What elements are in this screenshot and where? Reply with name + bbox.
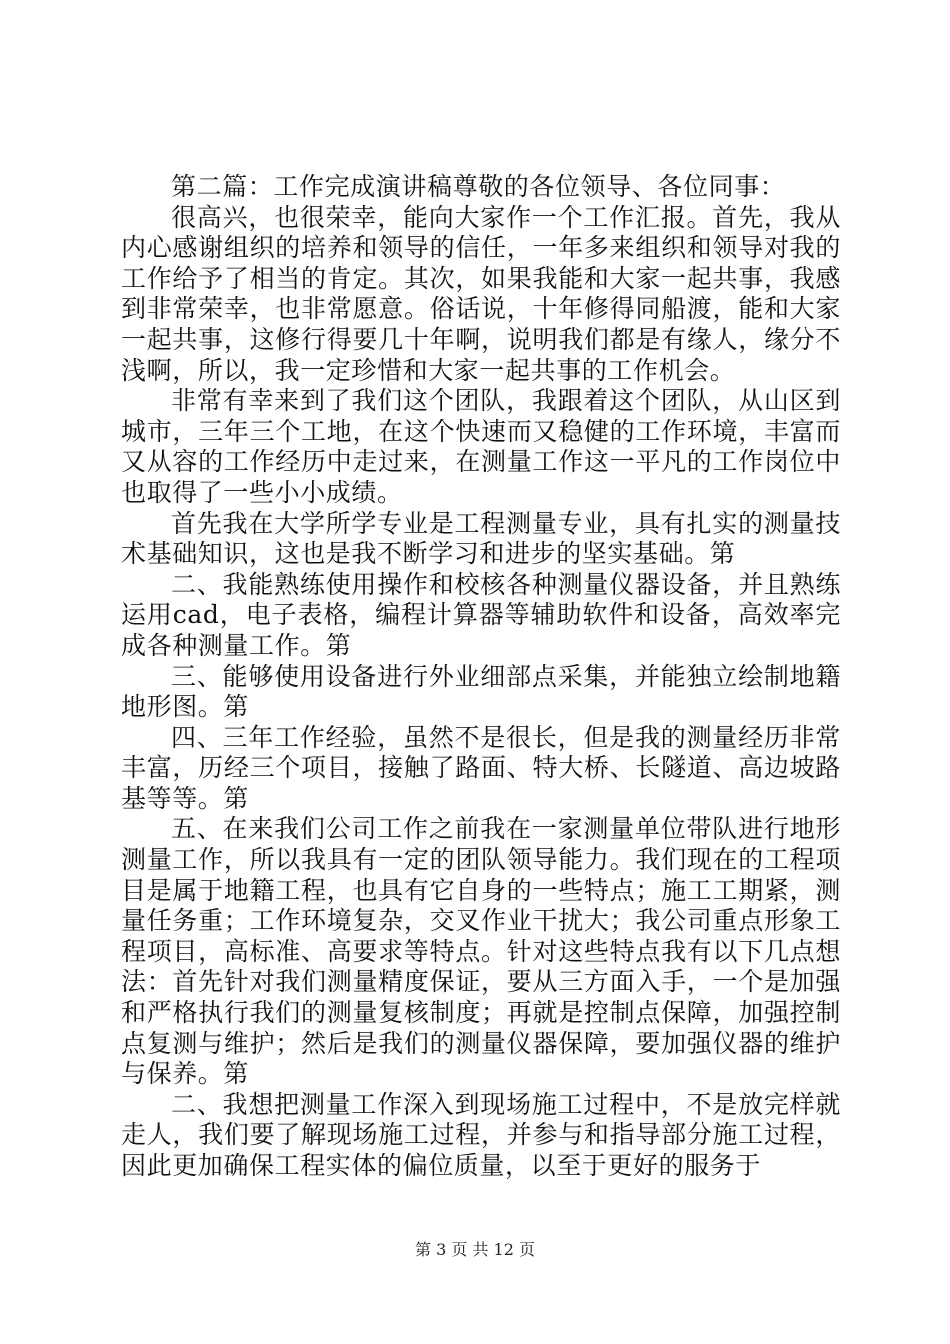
- page-footer: [0, 1240, 950, 1260]
- paragraph: 非常有幸来到了我们这个团队，我跟着这个团队，从山区到城市，三年三个工地，在这个快速而又稳健的工作环境，丰富而又从容的工作经历中走过来，在测量工作这一平凡的工作岗位中也取得了一些小小成绩。: [121, 386, 841, 507]
- paragraph: 二、我想把测量工作深入到现场施工过程中，不是放完样就走人，我们要了解现场施工过程，并参与和指导部分施工过程，因此更加确保工程实体的偏位质量，以至于更好的服务于: [121, 1089, 841, 1180]
- page-number-label: 第 3 页 共 12 页: [415, 1240, 535, 1259]
- paragraph-heading: 第二篇：工作完成演讲稿尊敬的各位领导、各位同事：: [171, 172, 786, 201]
- paragraph: 二、我能熟练使用操作和校核各种测量仪器设备，并且熟练运用cad，电子表格，编程计算器等辅助软件和设备，高效率完成各种测量工作。第: [121, 569, 841, 660]
- document-body: [121, 172, 841, 1182]
- paragraph: 首先我在大学所学专业是工程测量专业，具有扎实的测量技术基础知识，这也是我不断学习和进步的坚实基础。第: [121, 508, 841, 569]
- paragraph: 四、三年工作经验，虽然不是很长，但是我的测量经历非常丰富，历经三个项目，接触了路面、特大桥、长隧道、高边坡路基等等。第: [121, 722, 841, 813]
- paragraph: 三、能够使用设备进行外业细部点采集，并能独立绘制地籍地形图。第: [121, 661, 841, 722]
- paragraph: 五、在来我们公司工作之前我在一家测量单位带队进行地形测量工作，所以我具有一定的团队领导能力。我们现在的工程项目是属于地籍工程，也具有它自身的一些特点；施工工期紧，测量任务重；工作环境复杂，交叉作业干扰大；我公司重点形象工程项目，高标准、高要求等特点。针对这些特点我有以下几点想法：首先针对我们测量精度保证，要从三方面入手，一个是加强和严格执行我们的测量复核制度；再就是控制点保障，加强控制点复测与维护；然后是我们的测量仪器保障，要加强仪器的维护与保养。第: [121, 814, 841, 1089]
- paragraph: 很高兴，也很荣幸，能向大家作一个工作汇报。首先，我从内心感谢组织的培养和领导的信任，一年多来组织和领导对我的工作给予了相当的肯定。其次，如果我能和大家一起共事，我感到非常荣幸，也非常愿意。俗话说，十年修得同船渡，能和大家一起共事，这修行得要几十年啊，说明我们都是有缘人，缘分不浅啊，所以，我一定珍惜和大家一起共事的工作机会。: [121, 202, 841, 385]
